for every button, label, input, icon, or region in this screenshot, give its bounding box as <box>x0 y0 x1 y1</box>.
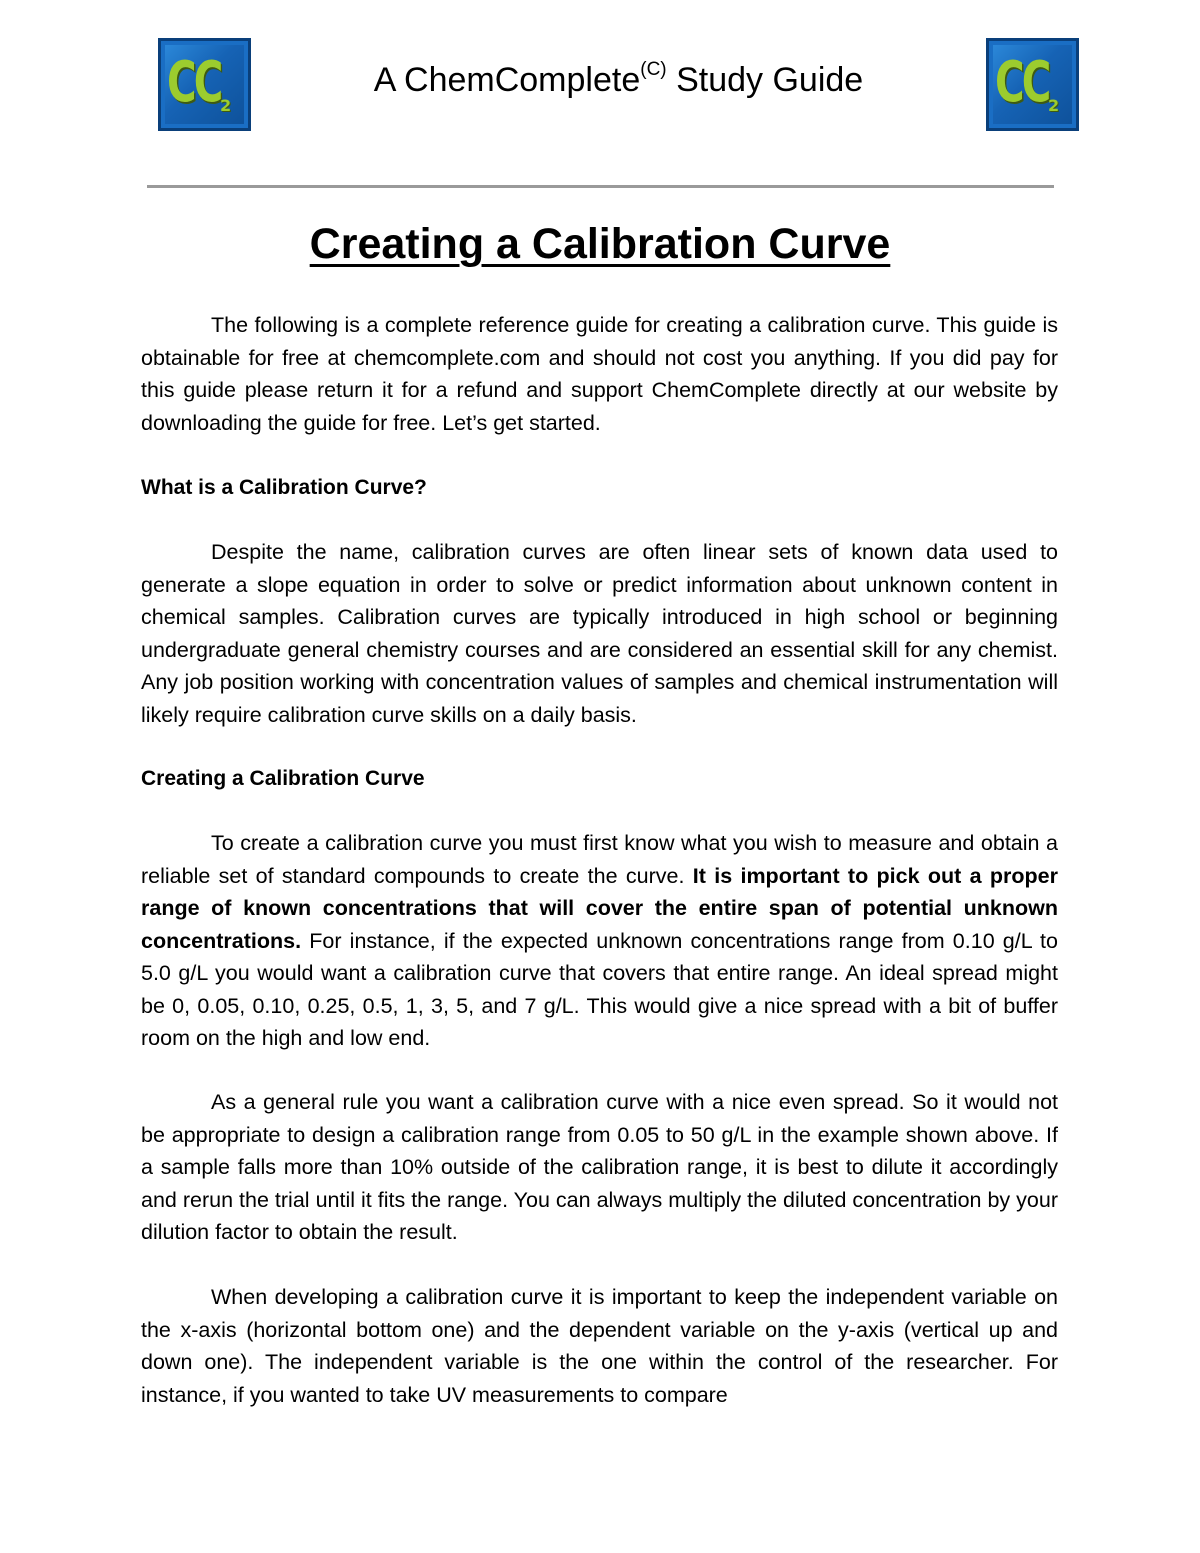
header-title-rest: Study Guide <box>666 61 864 99</box>
document-title: Creating a Calibration Curve <box>309 220 891 268</box>
logo-subscript: 2 <box>220 96 232 115</box>
header-title <box>158 60 1079 100</box>
p1-emphasis: It is important to pick out a proper range of known concentrations that will cover the entire span of potential unknown concentrations. <box>141 863 1058 953</box>
intro-paragraph: The following is a complete reference guide for creating a calibration curve. This guide is obtainable for free at chemcomplete.com and should not cost you anything. If you did pay for this guide please return it for a refund and support ChemComplete directly at our website by downloading the guide for free. Let’s get started. <box>141 313 1058 435</box>
header-title-main: A ChemComplete <box>373 61 641 99</box>
page-header <box>158 38 1079 132</box>
logo-text: CC <box>167 50 221 115</box>
header-divider <box>147 185 1054 188</box>
section1-paragraph: Despite the name, calibration curves are often linear sets of known data used to generate a slope equation in order to solve or predict information about unknown content in chemical samples. Calibration curves are typically introduced in high school or beginning undergraduate general chemistry courses and are considered an essential skill for any chemist. Any job position working with concentration values of samples and chemical instrumentation will likely require calibration curve skills on a daily basis. <box>141 540 1058 727</box>
logo-text: CC <box>995 50 1049 115</box>
p1-end: For instance, if the expected unknown concentrations range from 0.10 g/L to 5.0 g/L you would want a calibration curve that covers that entire range. An ideal spread might be 0, 0.05, 0.10, 0.25, 0.5, 1, 3, 5, and 7 g/L. This would give a nice spread with a bit of buffer room on the high and low end. <box>141 928 1058 1050</box>
section-heading-creating: Creating a Calibration Curve <box>141 767 425 790</box>
logo-subscript: 2 <box>1048 96 1060 115</box>
section2-paragraph-2: As a general rule you want a calibration curve with a nice even spread. So it would not be appropriate to design a calibration range from 0.05 to 50 g/L in the example shown above. If a sample falls more than 10% outside of the calibration range, it is best to dilute it accordingly and rerun the trial until it fits the range. You can always multiply the diluted concentration by your dilution factor to obtain the result. <box>141 1090 1058 1244</box>
section-heading-what-is: What is a Calibration Curve? <box>141 476 427 499</box>
chemcomplete-logo-right <box>986 38 1079 131</box>
section2-paragraph-1 <box>141 827 1058 1055</box>
p1-start: To create a calibration curve you must first know what you wish to measure and obtain a reliable set of standard compounds to create the curve. <box>141 831 1058 888</box>
section2-paragraph-3: When developing a calibration curve it is important to keep the independent variable on the x-axis (horizontal bottom one) and the dependent variable on the y-axis (vertical up and down one). The independent variable is the one within the control of the researcher. For instance, if you wanted to take UV measurements to compare <box>141 1285 1058 1407</box>
header-title-copyright: (C) <box>640 59 667 80</box>
